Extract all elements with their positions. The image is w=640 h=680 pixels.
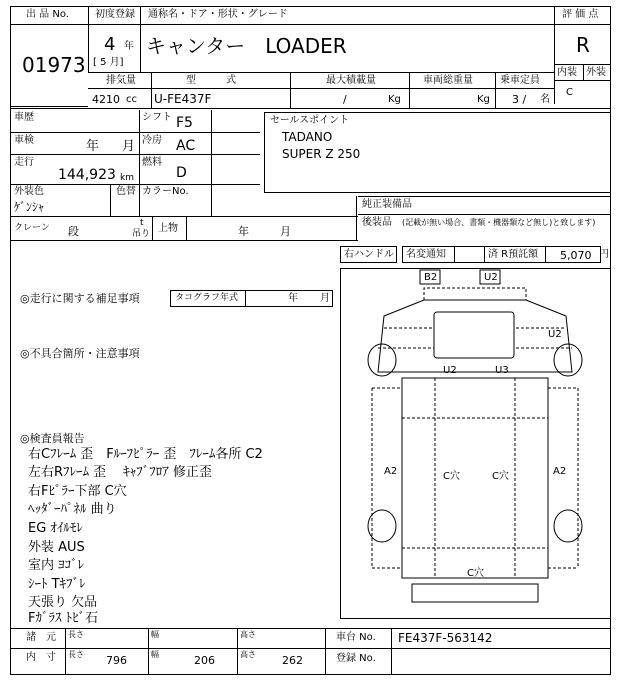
yen-unit: 円: [599, 249, 609, 260]
interior-width: 206: [194, 654, 215, 667]
exterior-label: 外装: [586, 67, 606, 78]
model-label: 通称名・ドア・形状・グレード: [148, 9, 288, 20]
defect-notes-title: ◎不具合箇所・注意事項: [20, 347, 140, 360]
reg-month: [ 5 月]: [93, 57, 124, 68]
lot-number: 01973: [22, 53, 86, 77]
inspector-line: 室内 ﾖｺﾞﾚ: [28, 558, 85, 573]
diagram-mark: C穴: [443, 471, 460, 482]
diagram-mark: A2: [384, 466, 398, 477]
model-code: U-FE437F: [154, 92, 212, 106]
diagram-mark: U2: [548, 329, 562, 340]
lot-label: 出 品 No.: [26, 9, 69, 20]
mileage-unit: km: [120, 173, 134, 183]
width-label: 幅: [151, 650, 159, 659]
gross-weight-unit: Kg: [477, 94, 490, 105]
inspector-line: 外装 AUS: [28, 540, 85, 555]
tacho-label: タコグラフ年式: [175, 293, 239, 303]
inspector-line: EG ｵｲﾙﾓﾚ: [28, 521, 83, 536]
mileage-label: 走行: [14, 157, 34, 168]
sales-point-label: セールスポイント: [270, 115, 350, 126]
interior-size-label: 内 寸: [26, 652, 56, 663]
history-label: 車歴: [14, 112, 34, 123]
width-label-spec: 幅: [151, 630, 159, 639]
diagram-mark: U3: [495, 365, 509, 376]
crane-stage: 段: [68, 225, 79, 238]
aftermarket-note: (記載が無い場合、書類・機器類など無し)と致します): [402, 218, 596, 227]
tacho-month: 月: [320, 293, 330, 304]
inspection-month: 月: [122, 139, 136, 154]
ext-color-label: 外装色: [14, 186, 44, 197]
inspector-line: Fｶﾞﾗｽ ﾄﾋﾞ石: [28, 611, 99, 626]
crane-year: 年: [238, 225, 249, 238]
score-label: 評 価 点: [562, 9, 599, 20]
sales-point-line2: SUPER Z 250: [282, 147, 361, 161]
diagram-mark: C穴: [467, 568, 484, 579]
chassis-number: FE437F-563142: [398, 631, 493, 645]
name-change-tag: 名変通知: [406, 249, 446, 260]
capacity-label: 乗車定員: [500, 75, 540, 86]
max-load-unit: Kg: [388, 94, 401, 105]
diagram-mark: C穴: [492, 471, 509, 482]
inspector-line: 右Fﾋﾟﾗｰ下部 C穴: [28, 484, 127, 499]
genuine-equipment-label: 純正装備品: [362, 199, 412, 210]
fuel-label: 燃料: [142, 157, 162, 168]
displacement-label: 排気量: [106, 75, 136, 86]
tacho-year: 年: [288, 293, 298, 304]
aircon-value: AC: [176, 138, 196, 154]
score: R: [576, 33, 590, 57]
inspection-year: 年: [86, 139, 100, 154]
inspector-line: ﾍｯﾀﾞｰﾊﾟﾈﾙ 曲り: [28, 502, 117, 517]
dimensions-label: 諸 元: [26, 632, 56, 643]
crane-month: 月: [280, 225, 291, 238]
max-load-label: 最大積載量: [326, 75, 376, 86]
crane-ton-unit: t: [140, 218, 144, 228]
registration-label: 登録 No.: [336, 653, 376, 664]
diagram-mark: U2: [484, 272, 498, 283]
inspector-line: 左右Rﾌﾚｰﾑ 歪 ｷｬﾌﾞﾌﾛｱ 修正歪: [28, 465, 212, 480]
color-no-label: カラーNo.: [142, 186, 189, 197]
color-change-label: 色替: [116, 186, 136, 197]
vehicle-diagram: [340, 268, 610, 618]
gross-weight-label: 車両総重量: [423, 75, 473, 86]
ext-color-value: ｹﾞﾝｼｬ: [14, 200, 45, 214]
diagram-mark: A2: [553, 466, 567, 477]
aftermarket-label: 後装品: [362, 217, 392, 228]
height-label: 高さ: [240, 650, 256, 659]
shift-label: シフト: [142, 112, 172, 123]
diagram-mark: U2: [443, 365, 457, 376]
crane-up-label: 上物: [158, 223, 178, 234]
model-code-label: 型 式: [186, 75, 236, 86]
inspector-report-title: ◎検査員報告: [20, 432, 85, 445]
reg-year-unit: 年: [124, 41, 134, 52]
aircon-label: 冷房: [142, 135, 162, 146]
length-label: 長さ: [68, 650, 84, 659]
chassis-label: 車台 No.: [336, 632, 376, 643]
crane-label: クレーン: [14, 223, 50, 233]
capacity-value: 3 /: [512, 93, 527, 106]
inspection-label: 車検: [14, 135, 34, 146]
interior-height: 262: [282, 654, 303, 667]
car-name: キャンター LOADER: [146, 34, 347, 58]
reg-year: 4: [104, 34, 116, 55]
interior-grade: C: [566, 87, 573, 98]
mileage-value: 144,923: [58, 167, 116, 183]
sales-point-line1: TADANO: [282, 130, 333, 144]
shift-value: F5: [176, 115, 193, 131]
length-label-spec: 長さ: [68, 630, 84, 639]
recycle-fee-label: 済 R預託額: [488, 249, 539, 260]
first-reg-label: 初度登録: [95, 9, 135, 20]
inspector-line: 天張り 欠品: [28, 595, 98, 610]
displacement-unit: cc: [126, 94, 137, 105]
capacity-unit: 名: [540, 94, 550, 105]
crane-hook: 吊り: [132, 229, 151, 239]
height-label-spec: 高さ: [240, 630, 256, 639]
max-load-value: /: [343, 93, 347, 106]
fuel-value: D: [176, 165, 187, 181]
inspector-line: 右Cﾌﾚｰﾑ 歪 Fﾙｰﾌﾋﾟﾗｰ 歪 ﾌﾚｰﾑ各所 C2: [28, 447, 263, 462]
right-hand-tag: 右ハンドル: [344, 249, 394, 260]
displacement-value: 4210: [92, 93, 120, 106]
drive-notes-title: ◎走行に関する補足事項: [20, 292, 140, 305]
interior-label: 内装: [557, 67, 577, 78]
inspector-line: ｼｰﾄ Tｷﾌﾞﾚ: [28, 577, 86, 592]
diagram-mark: B2: [424, 272, 438, 283]
recycle-amount: 5,070: [560, 249, 592, 262]
interior-length: 796: [106, 654, 127, 667]
